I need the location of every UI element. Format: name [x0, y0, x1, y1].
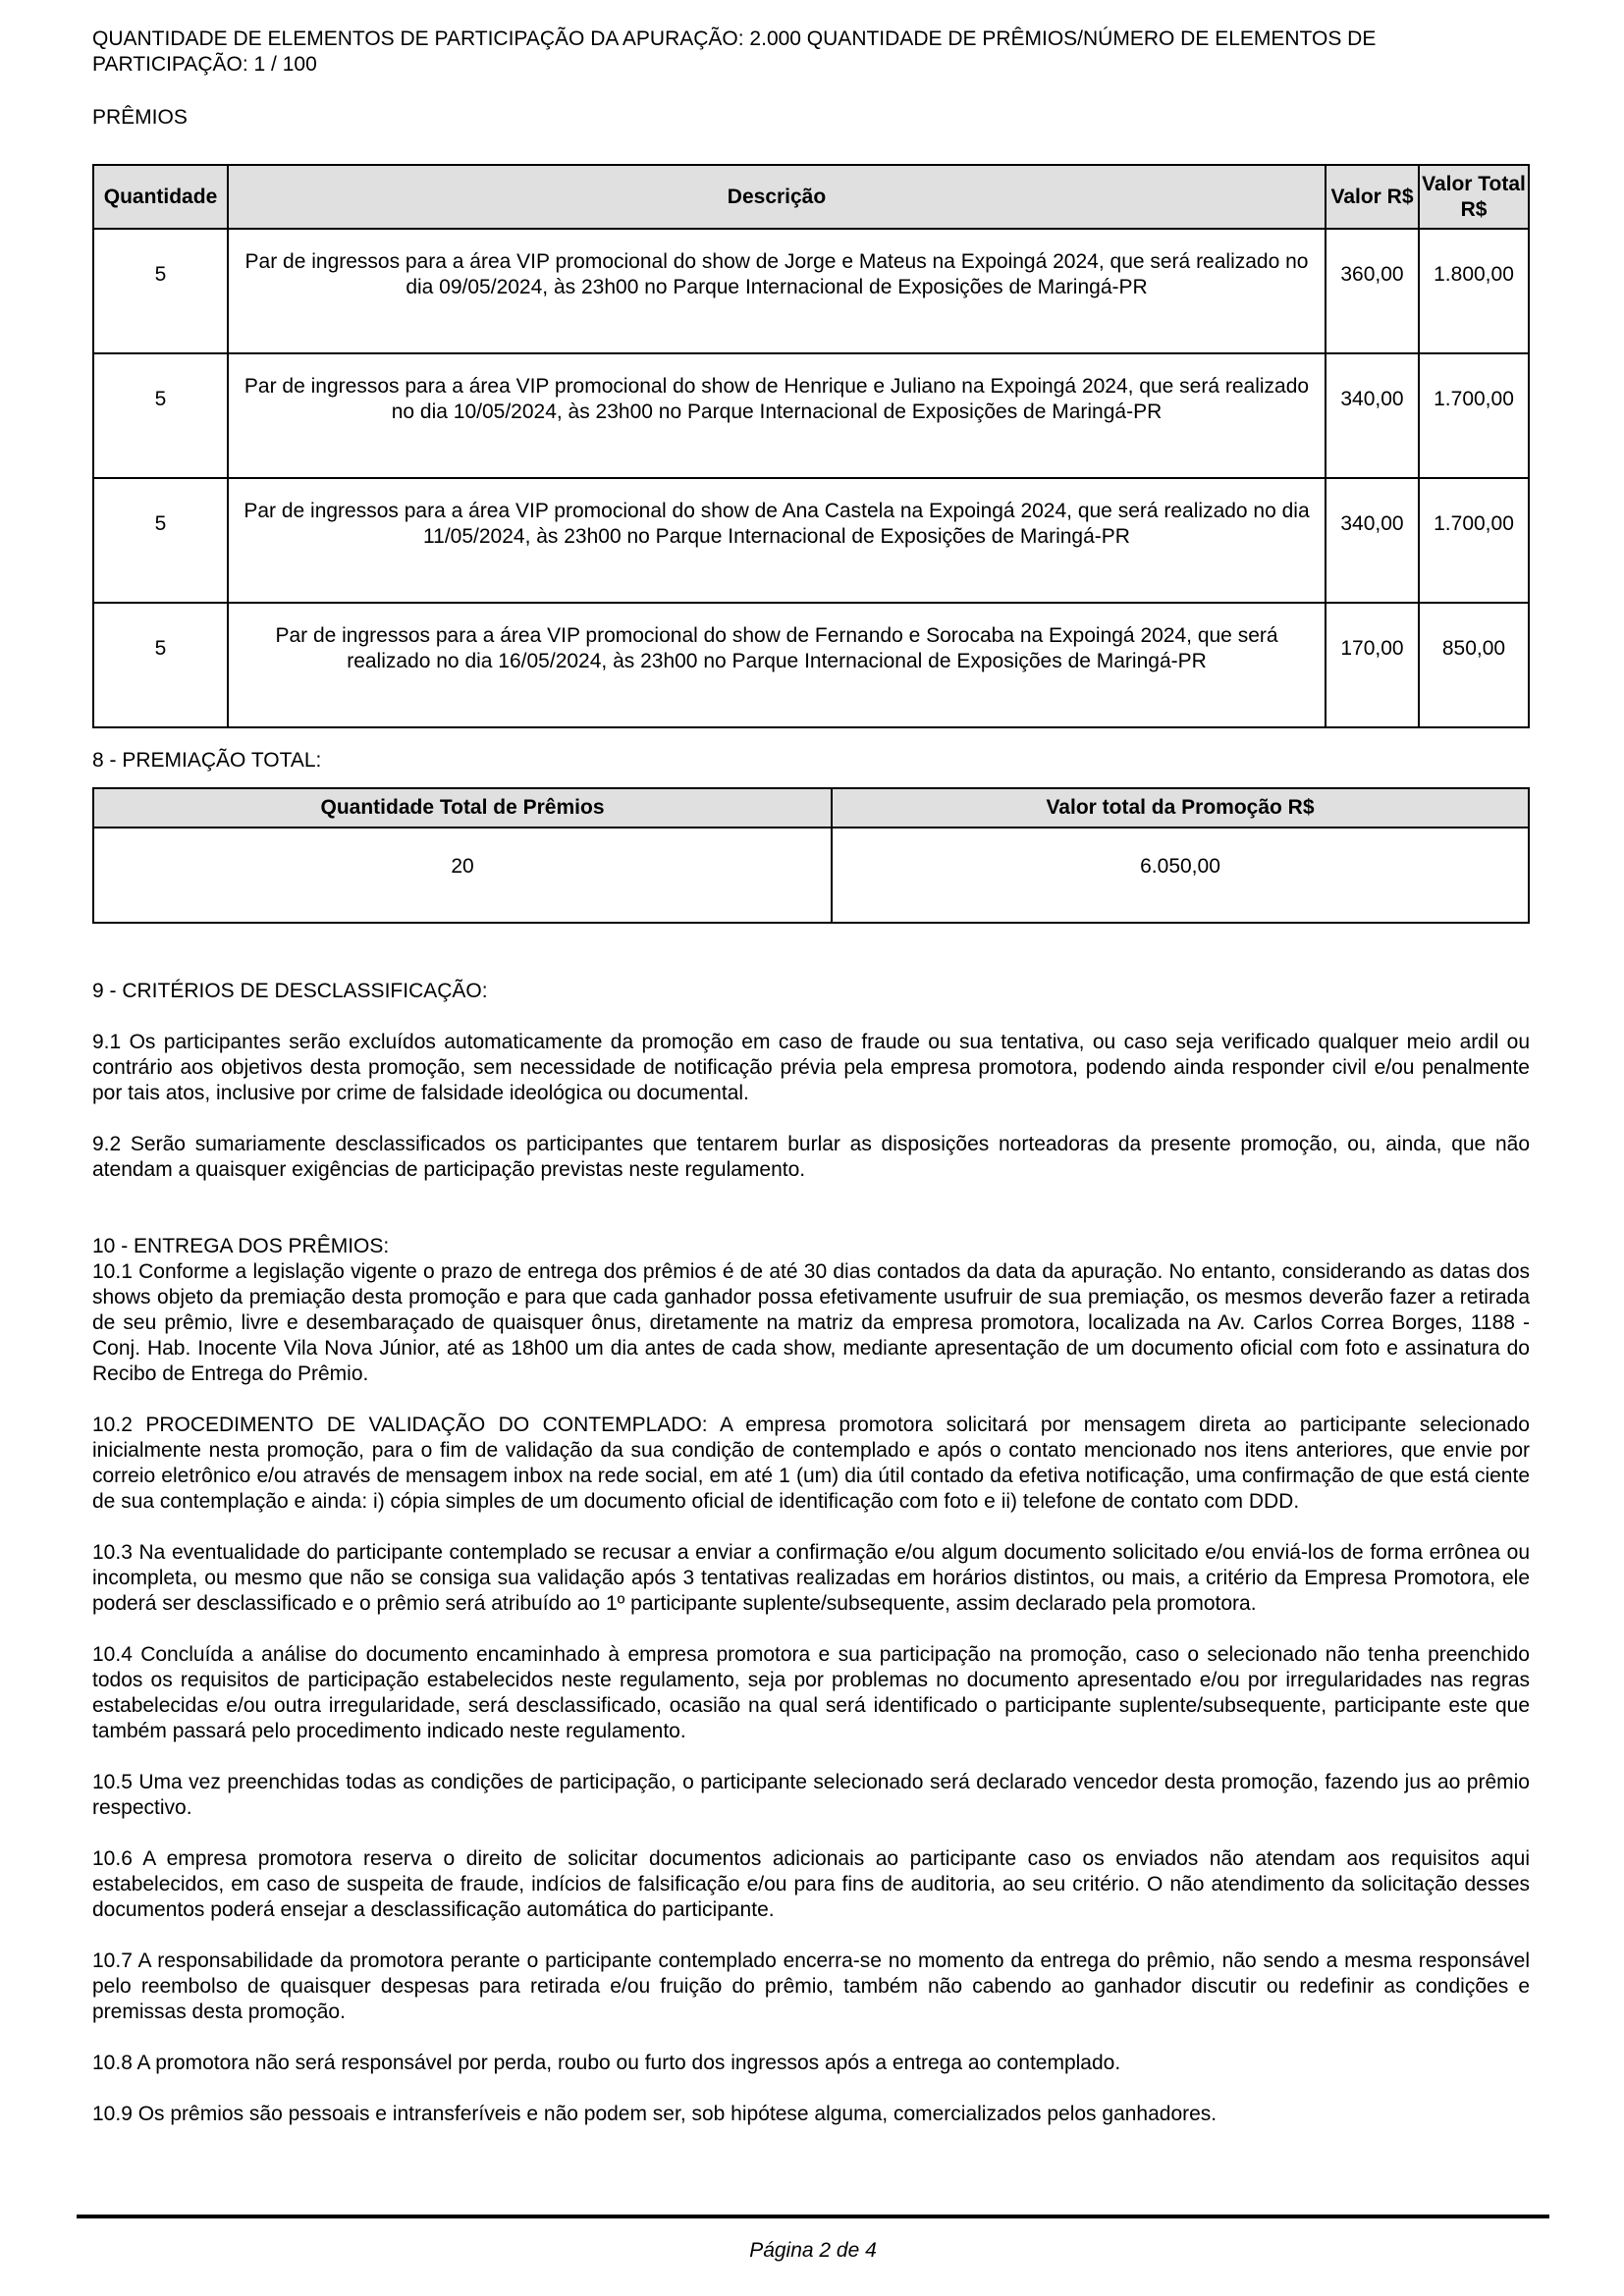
table-row [93, 828, 1529, 923]
paragraph-10-9: 10.9 Os prêmios são pessoais e intransferíveis e não podem ser, sob hipótese alguma, comercializados pelos ganhadores. [92, 2103, 1218, 2125]
prize-total-value-cell: 1.700,00 [1419, 353, 1529, 478]
prize-value-cell: 340,00 [1326, 478, 1419, 603]
prizes-header-row [93, 165, 1529, 229]
header-total-value: Valor total da Promoção R$ [832, 788, 1529, 828]
header-valor: Valor R$ [1326, 165, 1419, 229]
intro-paragraph: QUANTIDADE DE ELEMENTOS DE PARTICIPAÇÃO DA APURAÇÃO: 2.000 QUANTIDADE DE PRÊMIOS/NÚMERO DE ELEMENTOS DE PARTICIPAÇÃO: 1 / 100 [92, 27, 1377, 76]
paragraph-9-1: 9.1 Os participantes serão excluídos automaticamente da promoção em caso de fraude ou sua tentativa, ou caso seja verificado qualquer meio ardil ou contrário aos objetivos desta promoção, sem necessidade de notificação prévia pela empresa promotora, podendo ainda responder civil e/ou penalmente por tais atos, inclusive por crime de falsidade ideológica ou documental. [92, 1031, 1530, 1104]
paragraph-10-4: 10.4 Concluída a análise do documento encaminhado à empresa promotora e sua participação na promoção, caso o selecionado não tenha preenchido todos os requisitos de participação estabelecidos neste regulamento, seja por problemas no documento apresentado e/ou por irregularidades nas regras estabelecidas e/ou outra irregularidade, será desclassificado, ocasião na qual será identificado o participante suplente/subsequente, participante este que também passará pelo procedimento indicado neste regulamento. [92, 1643, 1530, 1742]
prize-description-cell: Par de ingressos para a área VIP promocional do show de Henrique e Juliano na Expoingá 2024, que será realizado no dia 10/05/2024, às 23h00 no Parque Internacional de Exposições de Maringá-PR [228, 353, 1326, 478]
section-10-heading: 10 - ENTREGA DOS PRÊMIOS: [92, 1235, 390, 1257]
section-9-heading: 9 - CRITÉRIOS DE DESCLASSIFICAÇÃO: [92, 980, 488, 1002]
prize-total-value-cell: 850,00 [1419, 603, 1529, 727]
paragraph-10-7: 10.7 A responsabilidade da promotora perante o participante contemplado encerra-se no momento da entrega do prêmio, não sendo a mesma responsável pelo reembolso de quaisquer despesas para retirada e/ou fruição do prêmio, também não cabendo ao ganhador discutir ou redefinir as condições e premissas desta promoção. [92, 1949, 1530, 2023]
totals-table-header [93, 788, 1529, 828]
prize-value-cell: 360,00 [1326, 229, 1419, 353]
paragraph-9-2: 9.2 Serão sumariamente desclassificados os participantes que tentarem burlar as disposições norteadoras da presente promoção, ou, ainda, que não atendam a quaisquer exigências de participação previstas neste regulamento. [92, 1133, 1530, 1181]
totals-header-row [93, 788, 1529, 828]
header-descricao: Descrição [228, 165, 1326, 229]
total-value-cell: 6.050,00 [832, 828, 1529, 923]
paragraph-10-2: 10.2 PROCEDIMENTO DE VALIDAÇÃO DO CONTEMPLADO: A empresa promotora solicitará por mensagem direta ao participante selecionado inicialmente nesta promoção, para o fim de validação da sua condição de contemplado e após o contato mencionado nos itens anteriores, que envie por correio eletrônico e/ou através de mensagem inbox na rede social, em até 1 (um) dia útil contado da efetiva notificação, uma confirmação de que está ciente de sua contemplação e ainda: i) cópia simples de um documento oficial de identificação com foto e ii) telefone de contato com DDD. [92, 1414, 1530, 1513]
prize-quantity-cell: 5 [93, 353, 228, 478]
prize-quantity-cell: 5 [93, 229, 228, 353]
premios-heading: PRÊMIOS [92, 106, 188, 129]
prize-description-cell: Par de ingressos para a área VIP promocional do show de Ana Castela na Expoingá 2024, que será realizado no dia 11/05/2024, às 23h00 no Parque Internacional de Exposições de Maringá-PR [228, 478, 1326, 603]
paragraph-10-8: 10.8 A promotora não será responsável por perda, roubo ou furto dos ingressos após a entrega ao contemplado. [92, 2052, 1121, 2074]
header-valor-total: Valor Total R$ [1419, 165, 1529, 229]
section-8-heading: 8 - PREMIAÇÃO TOTAL: [92, 749, 322, 772]
prizes-table-header [93, 165, 1529, 229]
prizes-table [92, 164, 1530, 728]
table-row [93, 603, 1529, 727]
totals-table [92, 787, 1530, 924]
prize-description-cell: Par de ingressos para a área VIP promocional do show de Fernando e Sorocaba na Expoingá 2024, que será realizado no dia 16/05/2024, às 23h00 no Parque Internacional de Exposições de Maringá-PR [228, 603, 1326, 727]
table-row [93, 353, 1529, 478]
page-number: Página 2 de 4 [749, 2239, 877, 2262]
footer-divider [77, 2215, 1549, 2218]
prize-total-value-cell: 1.800,00 [1419, 229, 1529, 353]
prize-quantity-cell: 5 [93, 603, 228, 727]
prize-quantity-cell: 5 [93, 478, 228, 603]
header-total-quantity: Quantidade Total de Prêmios [93, 788, 832, 828]
paragraph-10-1: 10.1 Conforme a legislação vigente o prazo de entrega dos prêmios é de até 30 dias contados da data da apuração. No entanto, considerando as datas dos shows objeto da premiação desta promoção e para que cada ganhador possa efetivamente usufruir de sua premiação, os mesmos deverão fazer a retirada de seu prêmio, livre e desembaraçado de quaisquer ônus, diretamente na matriz da empresa promotora, localizada na Av. Carlos Correa Borges, 1188 - Conj. Hab. Inocente Vila Nova Júnior, até as 18h00 um dia antes de cada show, mediante apresentação de um documento oficial com foto e assinatura do Recibo de Entrega do Prêmio. [92, 1260, 1530, 1385]
prize-description-cell: Par de ingressos para a área VIP promocional do show de Jorge e Mateus na Expoingá 2024, que será realizado no dia 09/05/2024, às 23h00 no Parque Internacional de Exposições de Maringá-PR [228, 229, 1326, 353]
prize-value-cell: 340,00 [1326, 353, 1419, 478]
page-content [92, 0, 1530, 2127]
total-quantity-cell: 20 [93, 828, 832, 923]
prize-value-cell: 170,00 [1326, 603, 1419, 727]
paragraph-10-6: 10.6 A empresa promotora reserva o direito de solicitar documentos adicionais ao participante caso os enviados não atendam aos requisitos aqui estabelecidos, em caso de suspeita de fraude, indícios de falsificação e/ou para fins de auditoria, ao seu critério. O não atendimento da solicitação desses documentos poderá ensejar a desclassificação automática do participante. [92, 1847, 1530, 1921]
prize-total-value-cell: 1.700,00 [1419, 478, 1529, 603]
table-row [93, 229, 1529, 353]
paragraph-10-3: 10.3 Na eventualidade do participante contemplado se recusar a enviar a confirmação e/ou algum documento solicitado e/ou enviá-los de forma errônea ou incompleta, ou mesmo que não se consiga sua validação após 3 tentativas realizadas em horários distintos, ou mais, a critério da Empresa Promotora, ele poderá ser desclassificado e o prêmio será atribuído ao 1º participante suplente/subsequente, assim declarado pela promotora. [92, 1541, 1530, 1615]
page-footer [77, 2215, 1549, 2264]
header-quantidade: Quantidade [93, 165, 228, 229]
paragraph-10-5: 10.5 Uma vez preenchidas todas as condições de participação, o participante selecionado será declarado vencedor desta promoção, fazendo jus ao prêmio respectivo. [92, 1771, 1530, 1819]
table-row [93, 478, 1529, 603]
